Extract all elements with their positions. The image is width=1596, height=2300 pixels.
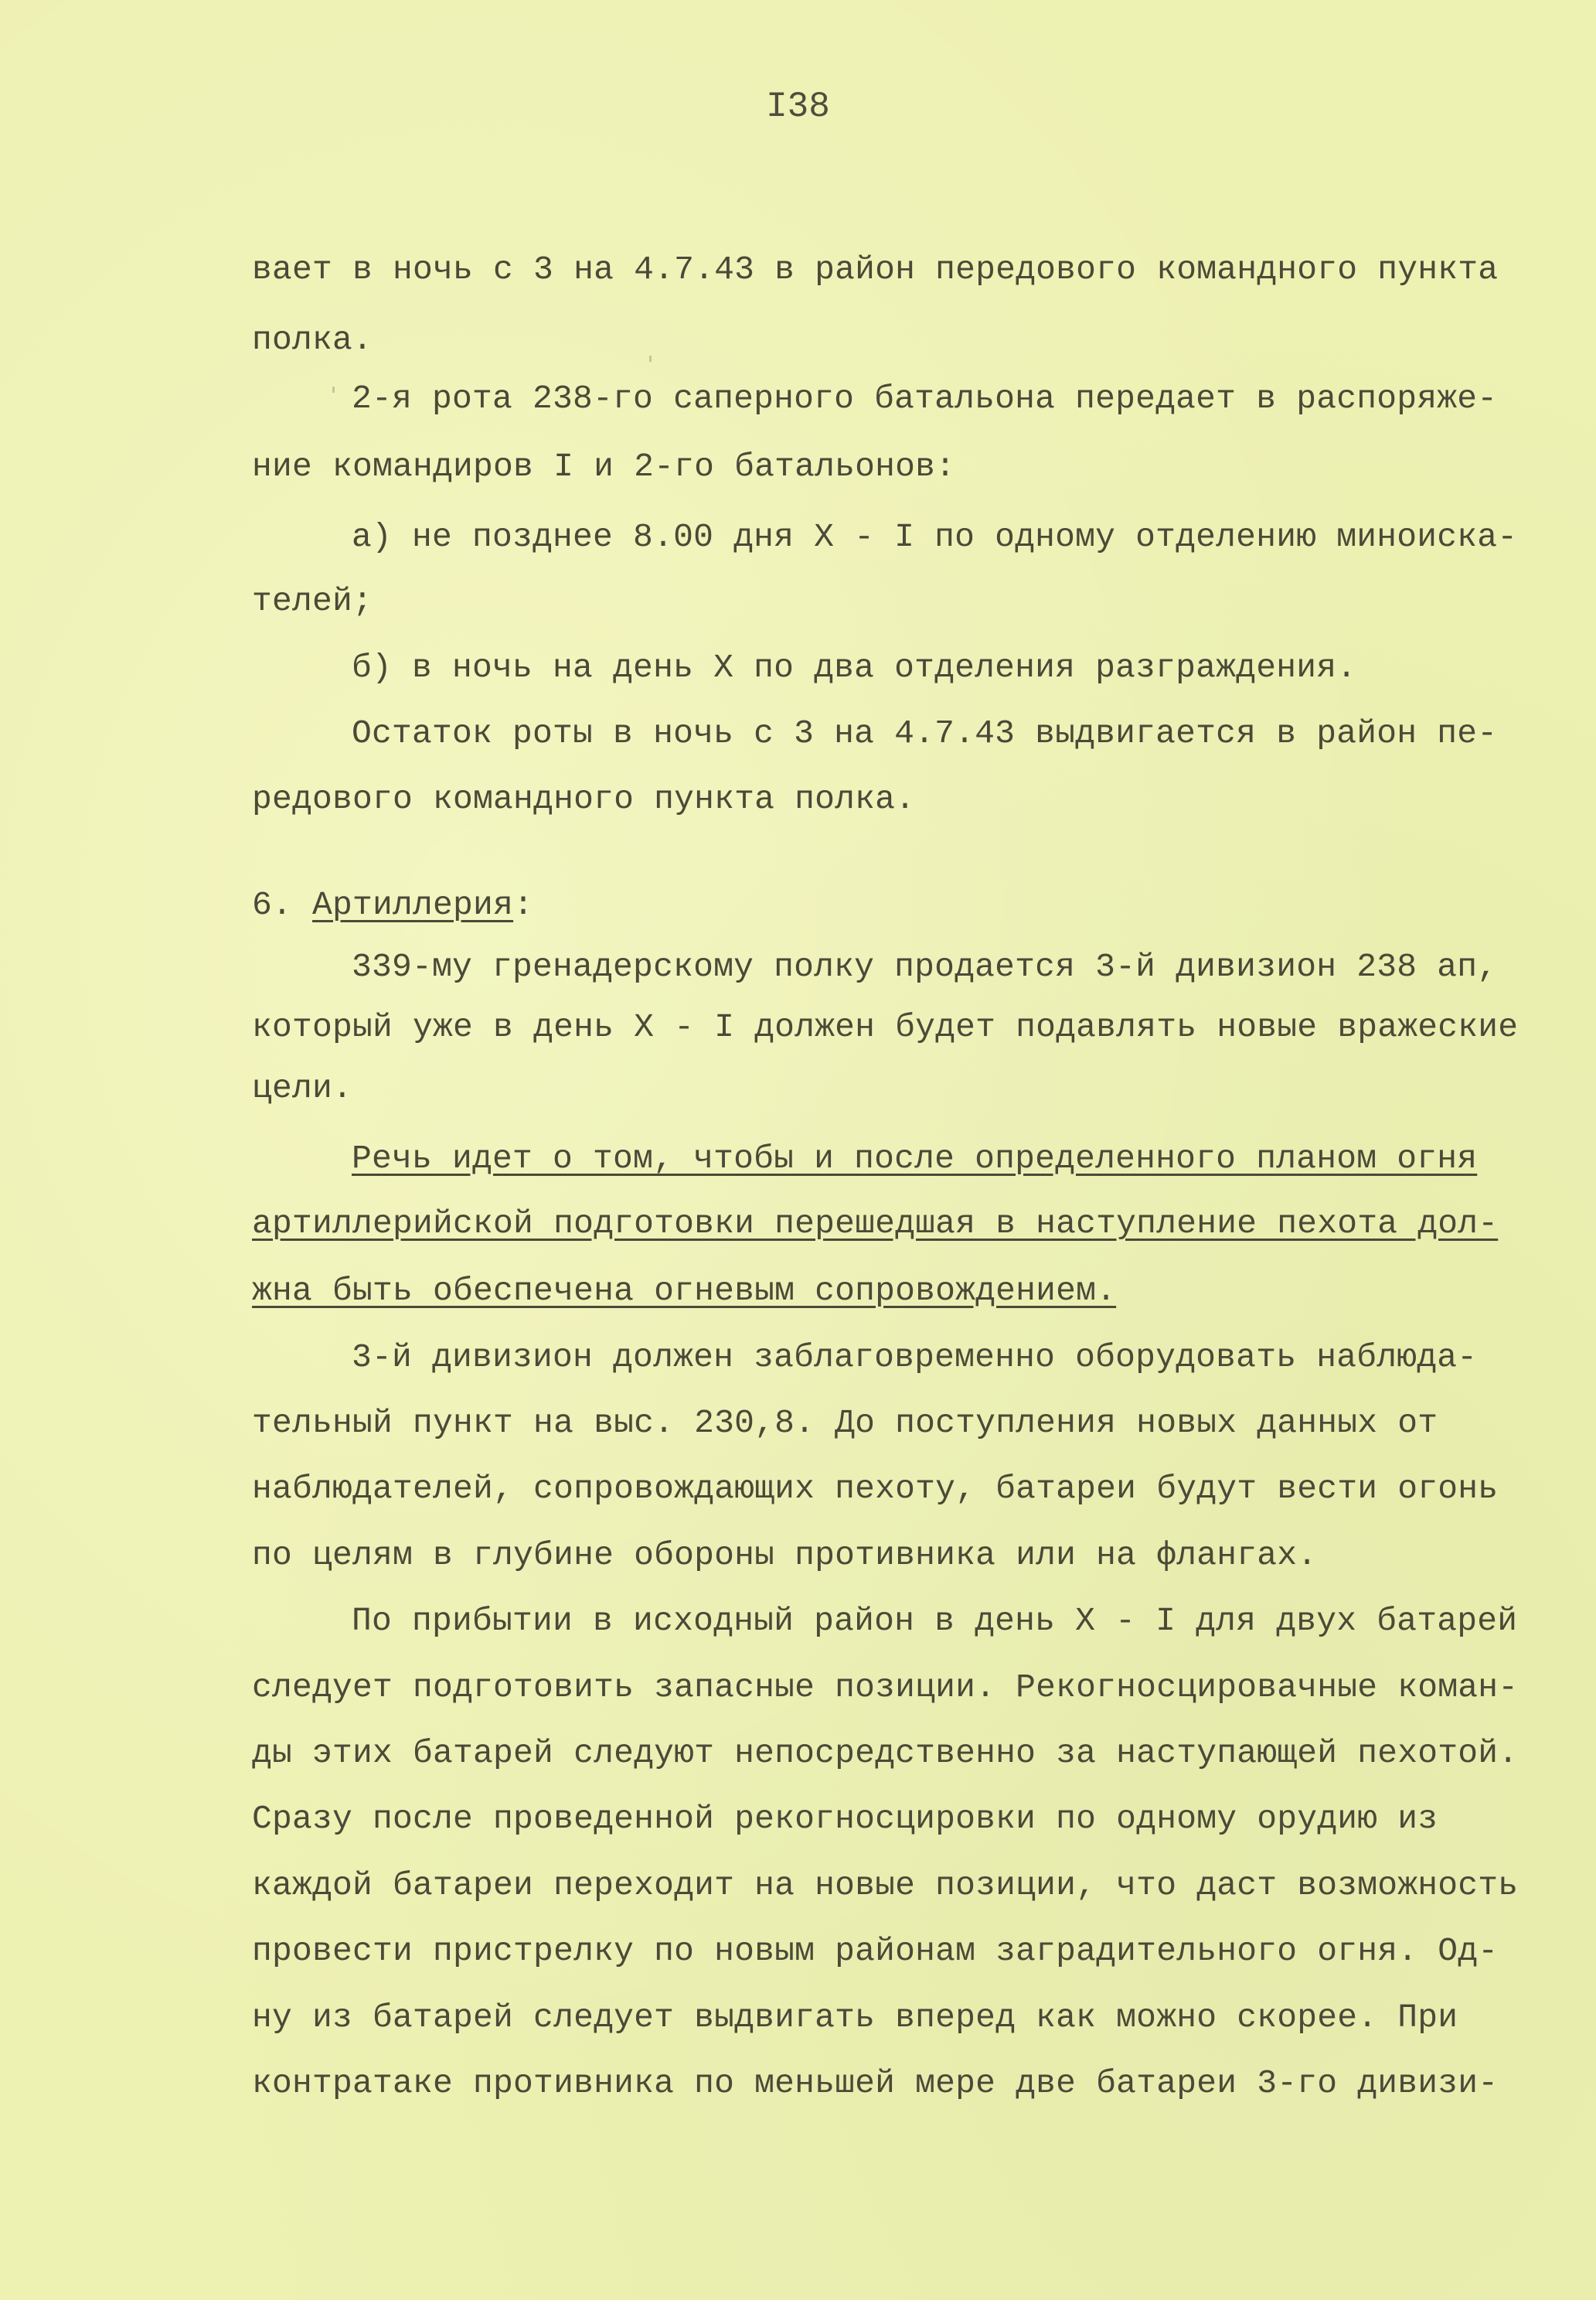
text-line xyxy=(252,1800,1438,1838)
text-line xyxy=(252,1470,1498,1508)
text-segment: Остаток роты в ночь с 3 на 4.7.43 выдвигается в район пе- xyxy=(352,714,1498,752)
text-segment: провести пристрелку по новым районам заградительного огня. Од- xyxy=(252,1932,1499,1970)
text-segment: контратаке противника по меньшей мере две батареи 3-го дивизи- xyxy=(252,2064,1499,2102)
text-line xyxy=(252,886,533,925)
text-line xyxy=(252,448,955,486)
text-segment: следует подготовить запасные позиции. Рекогносцировачные коман- xyxy=(252,1668,1519,1706)
text-line xyxy=(352,518,1517,557)
text-line xyxy=(252,1668,1518,1707)
text-segment: наблюдателей, сопровождающих пехоту, батареи будут вести огонь xyxy=(252,1470,1499,1508)
text-line xyxy=(352,649,1356,687)
text-line xyxy=(252,1998,1458,2037)
text-line xyxy=(252,1008,1518,1047)
text-line xyxy=(352,380,1497,418)
text-line xyxy=(252,2064,1498,2103)
text-segment: ние командиров I и 2-го батальонов: xyxy=(252,448,956,486)
text-line xyxy=(252,1205,1498,1243)
text-segment: цели. xyxy=(252,1069,353,1107)
text-line xyxy=(252,1404,1438,1443)
text-line xyxy=(252,582,373,621)
text-line xyxy=(252,250,1498,289)
text-segment: б) в ночь на день X по два отделения разграждения. xyxy=(352,649,1357,687)
text-line xyxy=(252,1069,352,1108)
text-segment: ды этих батарей следуют непосредственно за наступающей пехотой. xyxy=(252,1734,1519,1772)
paper-speck xyxy=(332,387,335,393)
text-segment: 3-й дивизион должен заблаговременно оборудовать наблюда- xyxy=(352,1338,1478,1376)
underlined-text: Речь идет о том, чтобы и после определенного планом огня xyxy=(352,1140,1478,1177)
text-line xyxy=(252,321,373,359)
text-line xyxy=(252,1932,1498,1971)
text-line xyxy=(252,780,915,819)
text-segment: 2-я рота 238-го саперного батальона передает в распоряже- xyxy=(352,380,1498,417)
underlined-text: жна быть обеспечена огневым сопровождением. xyxy=(252,1272,1117,1310)
text-segment: каждой батареи переходит на новые позиции, что даст возможность xyxy=(252,1866,1519,1904)
text-line xyxy=(252,1866,1518,1905)
text-segment: по целям в глубине обороны противника или на флангах. xyxy=(252,1536,1318,1574)
text-segment: 6. xyxy=(252,886,313,924)
text-segment: а) не позднее 8.00 дня X - I по одному отделению миноиска- xyxy=(352,518,1518,556)
text-line xyxy=(252,1536,1317,1575)
text-segment: телей; xyxy=(252,582,373,620)
text-segment: ну из батарей следует выдвигать вперед как можно скорее. При xyxy=(252,1998,1458,2036)
underlined-text: артиллерийской подготовки перешедшая в наступление пехота дол- xyxy=(252,1205,1499,1242)
underlined-text: Артиллерия xyxy=(312,886,514,924)
text-segment: тельный пункт на выс. 230,8. До поступления новых данных от xyxy=(252,1404,1438,1442)
text-line xyxy=(352,1602,1517,1641)
text-line xyxy=(252,1272,1116,1310)
text-line xyxy=(352,1140,1477,1178)
text-line xyxy=(352,714,1497,753)
text-line xyxy=(352,948,1497,986)
text-segment: По прибытии в исходный район в день X - I для двух батарей xyxy=(352,1602,1518,1640)
text-segment: полка. xyxy=(252,321,373,359)
page-number: I38 xyxy=(766,87,830,127)
text-line xyxy=(252,1734,1518,1773)
text-segment: Сразу после проведенной рекогносцировки по одному орудию из xyxy=(252,1800,1438,1838)
text-segment: : xyxy=(513,886,534,924)
text-segment: 339-му гренадерскому полку продается 3-й дивизион 238 ап, xyxy=(352,948,1498,986)
text-segment: вает в ночь с 3 на 4.7.43 в район передового командного пункта xyxy=(252,250,1499,288)
text-line xyxy=(352,1338,1477,1377)
text-segment: редового командного пункта полка. xyxy=(252,780,916,818)
paper-speck xyxy=(649,356,652,362)
text-segment: который уже в день X - I должен будет подавлять новые вражеские xyxy=(252,1008,1519,1046)
